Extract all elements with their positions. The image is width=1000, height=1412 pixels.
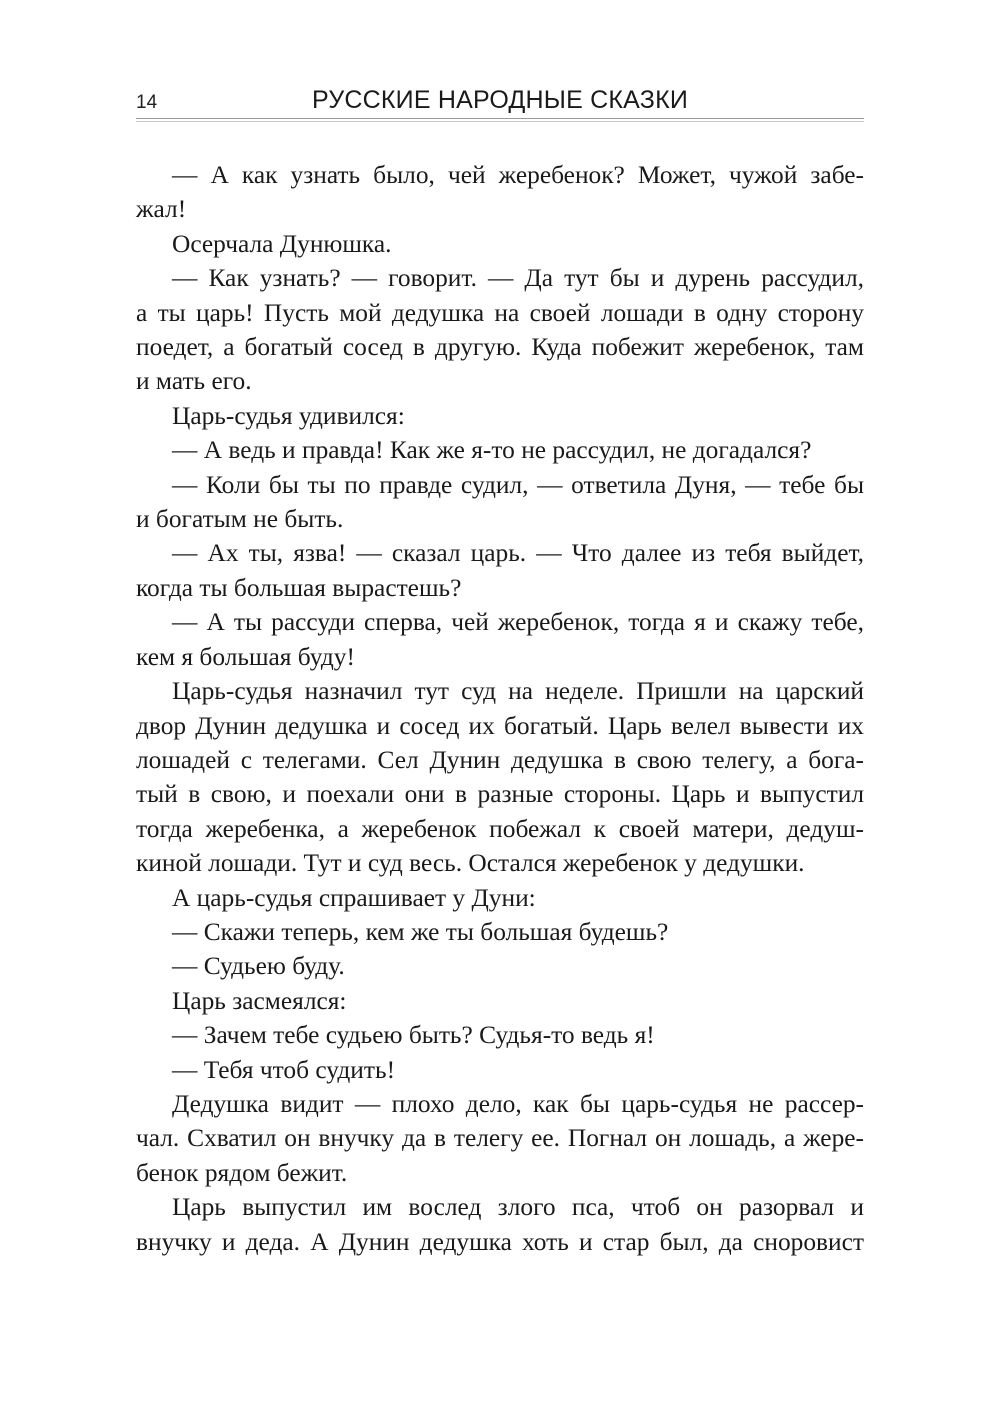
text-line: Осерчала Дунюшка. <box>172 229 392 258</box>
text-line: Царь засмеялся: <box>172 986 347 1015</box>
header-divider <box>136 121 864 122</box>
text-line: — Ах ты, язва! — сказал царь. — Что далее из тебя выйдет, <box>172 539 864 568</box>
text-line: тогда жеребенка, а жеребенок побежал к своей матери, дедуш- <box>136 814 864 843</box>
text-line: кем я большая буду! <box>136 642 355 671</box>
text-line: двор Дунин дедушка и сосед их богатый. Царь велел вывести их <box>136 711 864 740</box>
text-line: и мать его. <box>136 367 252 396</box>
text-line: — А ты рассуди сперва, чей жеребенок, тогда я и скажу тебе, <box>172 608 864 637</box>
text-line: и богатым не быть. <box>136 505 344 534</box>
text-line: бенок рядом бежит. <box>136 1158 348 1187</box>
text-line: чал. Схватил он внучку да в телегу ее. Погнал он лошадь, а жере- <box>136 1124 864 1153</box>
text-line: — Тебя чтоб судить! <box>172 1055 396 1084</box>
text-line: — Коли бы ты по правде судил, — ответила Дуня, — тебе бы <box>172 470 864 499</box>
text-line: лошадей с телегами. Сел Дунин дедушка в свою телегу, а бога- <box>136 745 864 774</box>
running-title: РУССКИЕ НАРОДНЫЕ СКАЗКИ <box>312 86 688 114</box>
text-line: а ты царь! Пусть мой дедушка на своей лошади в одну сторону <box>136 298 864 327</box>
text-line: — А как узнать было, чей жеребенок? Может, чужой забе- <box>172 161 864 189</box>
text-line: — Зачем тебе судьею быть? Судья-то ведь я! <box>172 1021 655 1050</box>
text-line: тый в свою, и поехали они в разные стороны. Царь и выпустил <box>136 780 864 809</box>
page-header <box>136 84 864 119</box>
text-line: киной лошади. Тут и суд весь. Остался жеребенок у дедушки. <box>136 849 805 878</box>
text-line: Царь-судья удивился: <box>172 401 405 430</box>
text-line: — Как узнать? — говорит. — Да тут бы и дурень рассудил, <box>172 264 864 293</box>
text-line: — Судьею буду. <box>172 952 345 981</box>
text-line: поедет, а богатый сосед в другую. Куда побежит жеребенок, там <box>136 333 864 362</box>
text-line: — Скажи теперь, кем же ты большая будешь? <box>172 917 669 946</box>
page-number: 14 <box>136 92 158 113</box>
text-line: внучку и деда. А Дунин дедушка хоть и стар был, да сноровист <box>136 1227 864 1256</box>
body-text <box>136 158 864 1259</box>
text-line: когда ты большая вырастешь? <box>136 573 462 602</box>
text-line: Дедушка видит — плохо дело, как бы царь-судья не рассер- <box>172 1089 864 1118</box>
text-line: Царь-судья назначил тут суд на неделе. Пришли на царский <box>172 677 864 706</box>
text-line: А царь-судья спрашивает у Дуни: <box>172 883 536 912</box>
text-line: Царь выпустил им вослед злого пса, чтоб он разорвал и <box>172 1193 864 1222</box>
text-line: жал! <box>136 195 187 224</box>
text-line: — А ведь и правда! Как же я-то не рассудил, не догадался? <box>172 436 812 465</box>
